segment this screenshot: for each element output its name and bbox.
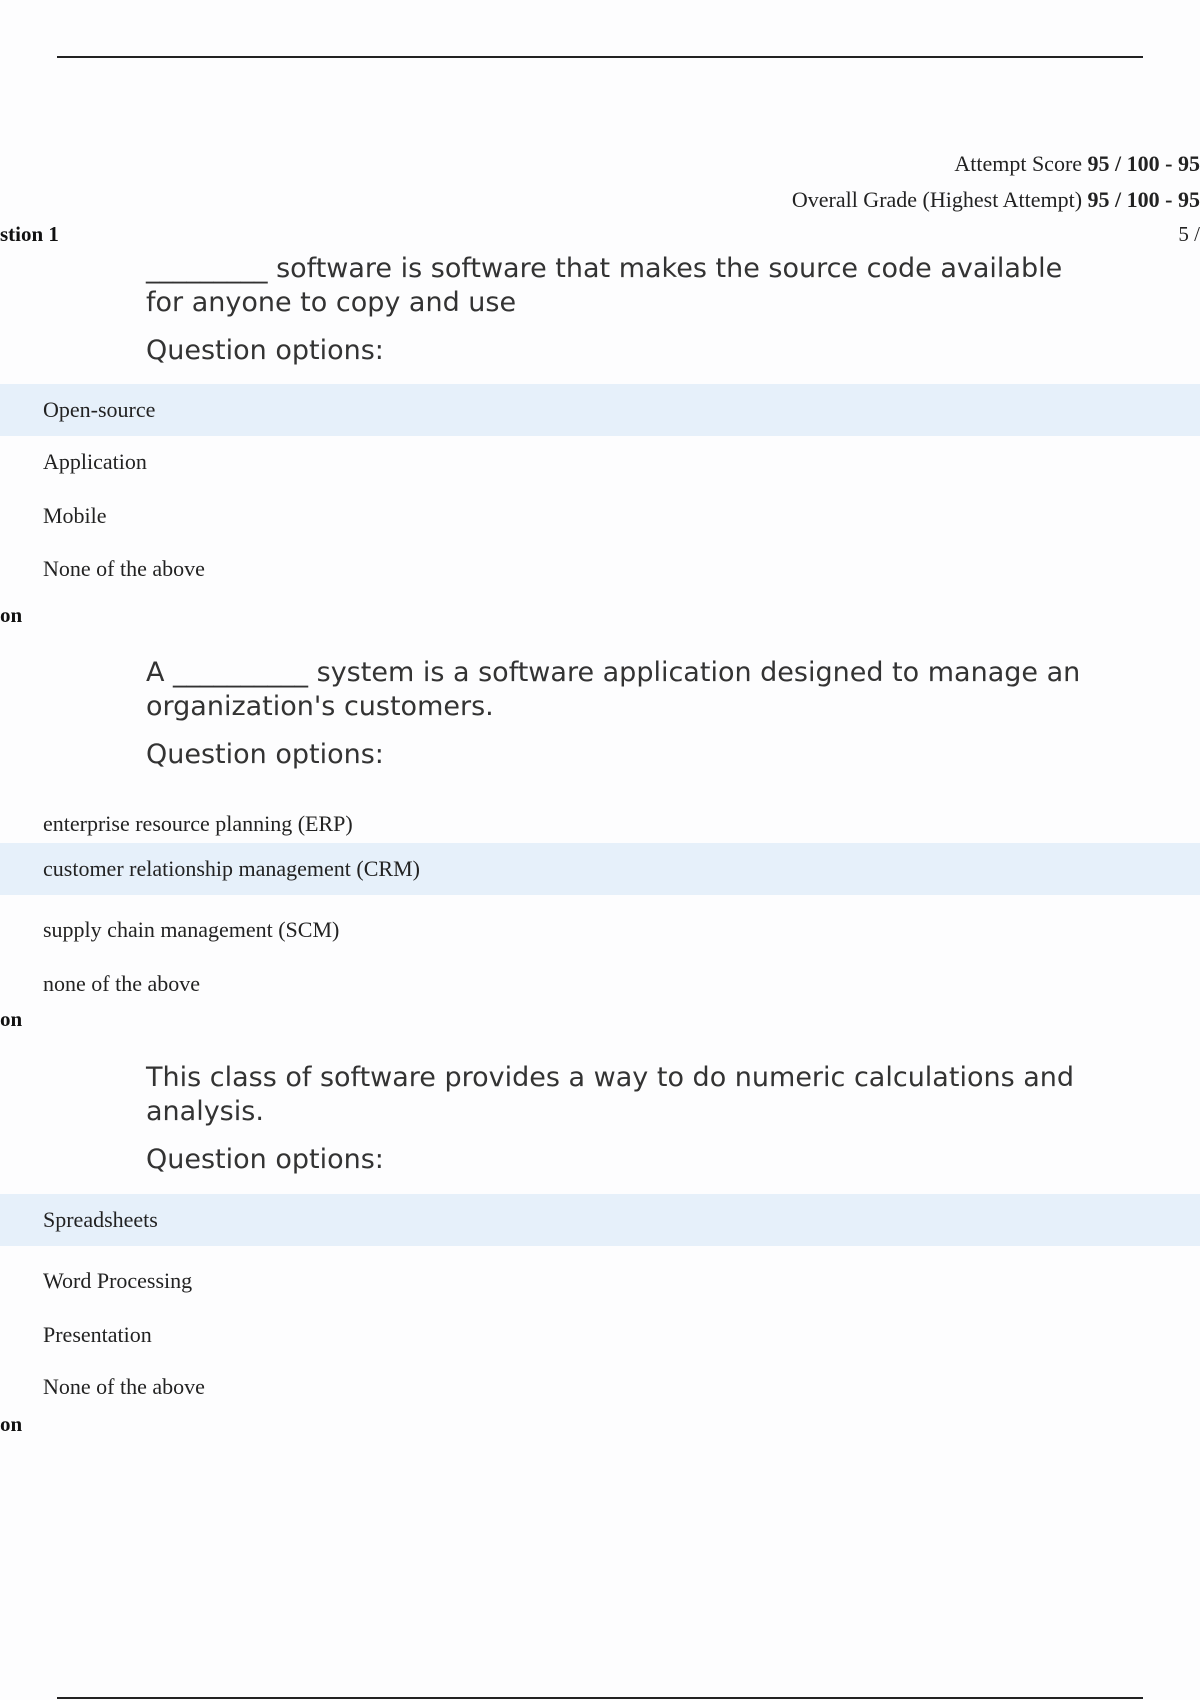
- question-3-option-4[interactable]: None of the above: [43, 1374, 205, 1399]
- overall-grade-value: 95 / 100 - 95: [1087, 187, 1200, 212]
- overall-grade-label: Overall Grade (Highest Attempt): [791, 187, 1083, 212]
- question-2-text: A __________ system is a software application designed to manage an organization's customers.: [146, 657, 1081, 722]
- question-3-label: on: [0, 1007, 23, 1031]
- question-1-option-1[interactable]: Open-source: [0, 384, 1200, 436]
- question-1-option-2[interactable]: Application: [43, 449, 147, 474]
- question-3-options-label: Question options:: [146, 1144, 384, 1175]
- attempt-score-value: 95 / 100 - 95: [1087, 151, 1200, 176]
- top-rule: [57, 56, 1143, 58]
- question-2-options-label: Question options:: [146, 739, 384, 770]
- question-2-label: on: [0, 603, 23, 627]
- question-2-option-4[interactable]: none of the above: [43, 971, 200, 996]
- question-4-label: on: [0, 1412, 23, 1436]
- question-3-option-2[interactable]: Word Processing: [43, 1268, 193, 1293]
- question-1-text: _________ software is software that makes the source code available for anyone to copy and use: [146, 253, 1063, 318]
- question-1-option-4[interactable]: None of the above: [43, 556, 205, 581]
- question-1-option-3[interactable]: Mobile: [43, 503, 107, 528]
- question-2-option-1[interactable]: enterprise resource planning (ERP): [43, 811, 353, 836]
- question-3-option-1[interactable]: Spreadsheets: [0, 1194, 1200, 1246]
- question-3-option-3[interactable]: Presentation: [43, 1322, 152, 1347]
- overall-grade: [792, 187, 1200, 213]
- question-1-options-label: Question options:: [146, 335, 384, 366]
- attempt-score-label: Attempt Score: [954, 151, 1083, 176]
- question-1-points: 5 /: [1178, 222, 1200, 246]
- question-2-option-2[interactable]: customer relationship management (CRM): [0, 843, 1200, 895]
- question-1-label: stion 1: [0, 222, 59, 246]
- bottom-rule: [57, 1697, 1143, 1699]
- attempt-score: [954, 151, 1200, 177]
- question-2-option-3[interactable]: supply chain management (SCM): [43, 917, 340, 942]
- question-3-text: This class of software provides a way to do numeric calculations and analysis.: [146, 1062, 1075, 1127]
